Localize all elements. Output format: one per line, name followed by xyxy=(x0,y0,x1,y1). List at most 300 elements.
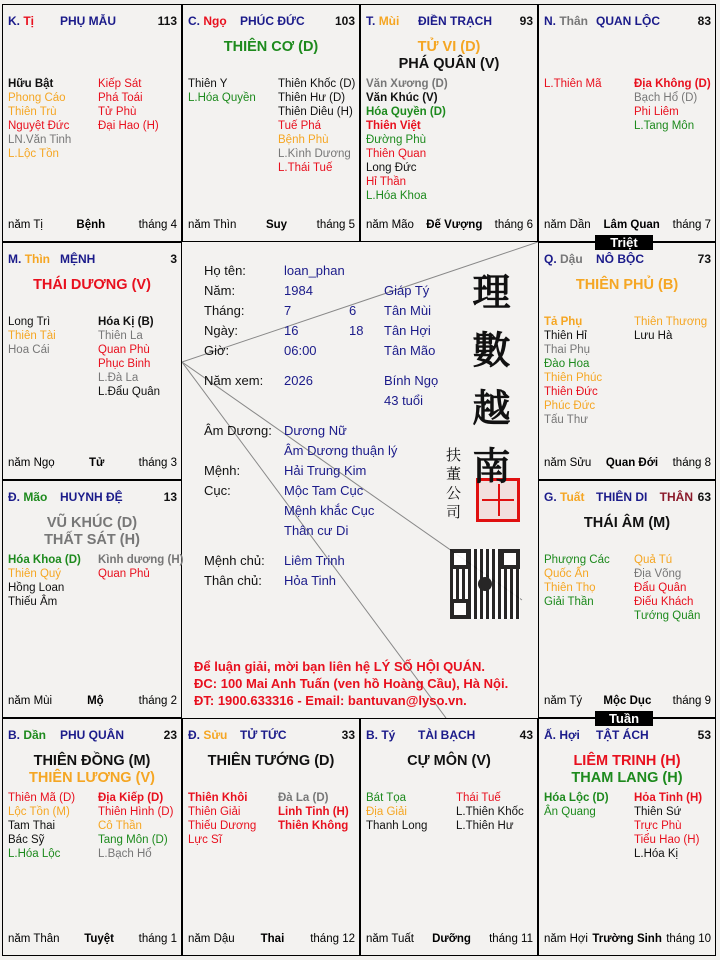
star-item: Hồng Loan xyxy=(8,582,65,594)
star-item: Lực Sĩ xyxy=(188,834,222,846)
year-value: 1984 xyxy=(284,283,313,298)
star-item: L.Thiên Hư xyxy=(456,820,514,832)
star-item: Thiên Diêu (H) xyxy=(278,106,353,118)
palace-branch xyxy=(8,252,50,266)
palace-footer xyxy=(544,457,711,471)
branch-prefix: Đ. xyxy=(188,728,200,742)
star-item: Hóa Lộc (D) xyxy=(544,792,609,804)
palace-age-number: 3 xyxy=(170,252,177,266)
branch-prefix: B. xyxy=(366,728,378,742)
branch-name: Sửu xyxy=(203,728,228,742)
monthly-label: tháng 1 xyxy=(138,933,177,945)
star-column-left xyxy=(544,791,609,819)
palace-header xyxy=(366,14,533,30)
palace-age-number: 13 xyxy=(163,490,177,504)
life-stage: Thai xyxy=(260,933,285,945)
palace-branch xyxy=(188,728,227,742)
star-column-left xyxy=(8,315,56,357)
main-stars xyxy=(539,753,715,787)
star-column-right xyxy=(98,77,159,133)
branch-name: Dần xyxy=(23,728,47,742)
palace-footer xyxy=(366,933,533,947)
palace-cell[interactable] xyxy=(538,4,716,242)
life-stage: Mộ xyxy=(87,695,104,707)
palace-age-number: 93 xyxy=(519,14,533,28)
star-item: Thiếu Dương xyxy=(188,820,257,832)
palace-cell[interactable] xyxy=(2,718,182,956)
palace-header xyxy=(188,728,355,744)
monthly-label: tháng 8 xyxy=(672,457,711,469)
main-star: VŨ KHÚC (D) xyxy=(46,515,138,531)
life-stage: Tuyệt xyxy=(84,933,115,945)
main-stars xyxy=(183,753,359,770)
palace-header xyxy=(544,728,711,744)
palace-header xyxy=(366,728,533,744)
monthly-label: tháng 9 xyxy=(672,695,711,707)
palace-header xyxy=(8,14,177,30)
main-star: PHÁ QUÂN (V) xyxy=(398,56,500,72)
than-marker: THÂN xyxy=(659,490,693,504)
life-stage: Quan Đới xyxy=(605,457,659,469)
star-item: Phi Liêm xyxy=(634,106,679,118)
star-item: Thiên Việt xyxy=(366,120,421,132)
yearly-label: năm Mão xyxy=(366,219,414,231)
life-stage: Trường Sinh xyxy=(592,933,662,945)
star-item: Thiên Tài xyxy=(8,330,56,342)
yearly-label: năm Mùi xyxy=(8,695,53,707)
star-item: Thiên Mã (D) xyxy=(8,792,76,804)
star-item: Thiên Hỉ xyxy=(544,330,587,342)
main-star: THẤT SÁT (H) xyxy=(44,532,140,548)
star-item: Quốc Ấn xyxy=(544,568,589,580)
am-duong-note: Âm Dương thuận lý xyxy=(284,443,398,458)
calligraphy-small-text: 扶董公司 xyxy=(444,447,462,523)
star-item: Hóa Quyền (D) xyxy=(366,106,446,118)
life-stage: Dưỡng xyxy=(432,933,471,945)
star-item: Quan Phủ xyxy=(98,568,150,580)
star-item: L.Bạch Hổ xyxy=(98,848,152,860)
palace-cell[interactable] xyxy=(182,4,360,242)
main-star: THAM LANG (H) xyxy=(571,770,683,786)
palace-cell[interactable] xyxy=(360,718,538,956)
star-item: Đẩu Quân xyxy=(634,582,687,594)
star-item: Thái Tuế xyxy=(456,792,501,804)
day-solar: 16 xyxy=(284,323,299,338)
yearly-label: năm Tý xyxy=(544,695,583,707)
star-column-left xyxy=(8,553,81,609)
star-item: Giải Thần xyxy=(544,596,594,608)
star-item: L.Lộc Tồn xyxy=(8,148,59,160)
cuc-value: Mộc Tam Cục xyxy=(284,483,364,498)
life-stage: Mộc Dục xyxy=(603,695,652,707)
palace-header xyxy=(188,14,355,30)
star-item: Tướng Quân xyxy=(634,610,701,622)
star-item: Đường Phù xyxy=(366,134,426,146)
palace-name: PHU QUÂN xyxy=(60,728,125,742)
label-day: Ngày: xyxy=(204,323,238,338)
star-item: Thanh Long xyxy=(366,820,428,832)
palace-cell[interactable] xyxy=(538,718,716,956)
label-name: Họ tên: xyxy=(204,263,246,278)
star-item: Thiên Quan xyxy=(366,148,427,160)
star-item: Điếu Khách xyxy=(634,596,694,608)
name-value: loan_phan xyxy=(284,263,345,278)
palace-name: HUYNH ĐỆ xyxy=(60,490,123,504)
palace-age-number: 83 xyxy=(697,14,711,28)
star-item: Địa Giải xyxy=(366,806,407,818)
star-item: L.Hóa Lộc xyxy=(8,848,61,860)
palace-header xyxy=(8,252,177,268)
star-column-left xyxy=(544,553,610,609)
contact-line-1: Để luận giải, mời bạn liên hệ LÝ SỐ HỘI QUÁN. xyxy=(194,659,485,674)
palace-footer xyxy=(8,219,177,233)
star-item: Hóa Khoa (D) xyxy=(8,554,81,566)
star-item: Thiên Phúc xyxy=(544,372,603,384)
palace-name: QUAN LỘC xyxy=(596,14,660,28)
branch-name: Ngọ xyxy=(203,14,227,28)
main-star: THÁI ÂM (M) xyxy=(583,515,671,531)
star-item: L.Đà La xyxy=(98,372,139,384)
yearly-label: năm Tị xyxy=(8,219,43,231)
monthly-label: tháng 3 xyxy=(138,457,177,469)
branch-prefix: C. xyxy=(188,14,200,28)
view-year-can-chi: Bính Ngọ xyxy=(384,373,439,388)
palace-name: TÀI BẠCH xyxy=(418,728,476,742)
star-item: L.Đẩu Quân xyxy=(98,386,161,398)
star-column-left xyxy=(8,791,75,861)
branch-prefix: N. xyxy=(544,14,556,28)
branch-name: Mùi xyxy=(378,14,400,28)
star-item: L.Hóa Quyền xyxy=(188,92,256,104)
star-item: LN.Văn Tinh xyxy=(8,134,72,146)
palace-footer xyxy=(8,457,177,471)
star-item: Ân Quang xyxy=(544,806,596,818)
cuc-note-1: Mệnh khắc Cục xyxy=(284,503,375,518)
palace-branch xyxy=(544,728,580,742)
branch-prefix: T. xyxy=(366,14,376,28)
palace-name: TẬT ÁCH xyxy=(596,728,649,742)
star-item: Tấu Thư xyxy=(544,414,588,426)
palace-footer xyxy=(8,695,177,709)
branch-name: Mão xyxy=(23,490,48,504)
palace-branch xyxy=(8,14,34,28)
star-item: Tuế Phá xyxy=(278,120,322,132)
life-stage: Lâm Quan xyxy=(603,219,660,231)
main-stars xyxy=(539,277,715,294)
view-year-value: 2026 xyxy=(284,373,313,388)
star-column-right xyxy=(634,553,700,623)
main-star: THIÊN ĐỒNG (M) xyxy=(33,753,151,769)
yearly-label: năm Tuất xyxy=(366,933,414,945)
yearly-label: năm Ngọ xyxy=(8,457,55,469)
palace-header xyxy=(8,490,177,506)
star-column-left xyxy=(188,791,256,847)
main-star: THIÊN CƠ (D) xyxy=(223,39,319,55)
palace-age-number: 43 xyxy=(519,728,533,742)
palace-header xyxy=(544,14,711,30)
star-item: Quan Phù xyxy=(98,344,150,356)
star-column-left xyxy=(188,77,256,105)
star-item: Đà La (D) xyxy=(278,792,329,804)
yearly-label: năm Sửu xyxy=(544,457,592,469)
palace-cell[interactable] xyxy=(360,4,538,242)
star-item: Tiểu Hao (H) xyxy=(634,834,700,846)
main-star: LIÊM TRINH (H) xyxy=(573,753,681,769)
star-item: Hóa Kị (B) xyxy=(98,316,154,328)
palace-cell[interactable] xyxy=(538,480,716,718)
star-item: Phục Binh xyxy=(98,358,151,370)
palace-age-number: 53 xyxy=(697,728,711,742)
star-column-right xyxy=(278,77,355,175)
star-item: Trực Phù xyxy=(634,820,682,832)
star-item: Nguyệt Đức xyxy=(8,120,70,132)
star-item: Hỏa Tinh (H) xyxy=(634,792,703,804)
yearly-label: năm Thân xyxy=(8,933,60,945)
branch-prefix: Q. xyxy=(544,252,557,266)
palace-footer xyxy=(188,219,355,233)
palace-age-number: 23 xyxy=(163,728,177,742)
palace-name: PHỤ MẪU xyxy=(60,14,116,28)
star-column-right xyxy=(98,315,160,399)
palace-header xyxy=(8,728,177,744)
star-item: Thiên La xyxy=(98,330,143,342)
year-can-chi: Giáp Tý xyxy=(384,283,430,298)
palace-footer xyxy=(8,933,177,947)
star-item: L.Hóa Kị xyxy=(634,848,679,860)
age-value: 43 tuổi xyxy=(384,393,424,408)
main-star: THÁI DƯƠNG (V) xyxy=(33,277,151,293)
hour-value: 06:00 xyxy=(284,343,317,358)
star-item: Phượng Các xyxy=(544,554,610,566)
branch-name: Tuất xyxy=(560,490,585,504)
palace-age-number: 103 xyxy=(334,14,355,28)
star-item: Thiên Khôi xyxy=(188,792,248,804)
am-duong-value: Dương Nữ xyxy=(284,423,347,438)
star-item: Thiên Quý xyxy=(8,568,62,580)
star-column-left xyxy=(366,791,427,833)
yearly-label: năm Dần xyxy=(544,219,591,231)
palace-cell[interactable] xyxy=(2,4,182,242)
palace-name: NÔ BỘC xyxy=(596,252,644,266)
palace-header xyxy=(544,490,711,506)
main-stars xyxy=(183,39,359,56)
palace-name: PHÚC ĐỨC xyxy=(240,14,305,28)
branch-prefix: G. xyxy=(544,490,557,504)
palace-branch xyxy=(8,490,47,504)
palace-name: MỆNH xyxy=(60,252,96,266)
than-chu-value: Hỏa Tinh xyxy=(284,573,337,588)
star-item: Tang Môn (D) xyxy=(98,834,168,846)
branch-name: Thìn xyxy=(24,252,51,266)
star-item: Bạch Hổ (D) xyxy=(634,92,698,104)
palace-branch xyxy=(544,490,584,504)
star-item: L.Kình Dương xyxy=(278,148,351,160)
label-menh: Mệnh: xyxy=(204,463,241,478)
star-column-right xyxy=(634,791,702,861)
main-stars xyxy=(539,515,715,532)
main-stars xyxy=(3,277,181,294)
palace-name: THIÊN DI xyxy=(596,490,648,504)
star-item: Tử Phù xyxy=(98,106,137,118)
star-item: L.Thiên Khốc xyxy=(456,806,524,818)
main-stars xyxy=(3,753,181,787)
life-stage: Bệnh xyxy=(76,219,106,231)
star-column-right xyxy=(456,791,524,833)
palace-footer xyxy=(544,933,711,947)
star-item: Bệnh Phù xyxy=(278,134,329,146)
star-item: Tả Phụ xyxy=(544,316,583,328)
star-item: Thiên Khốc (D) xyxy=(278,78,356,90)
main-stars xyxy=(3,515,181,549)
branch-name: Thân xyxy=(559,14,589,28)
star-item: L.Tang Môn xyxy=(634,120,695,132)
month-can-chi: Tân Mùi xyxy=(384,303,431,318)
main-stars xyxy=(361,753,537,770)
star-column-left xyxy=(8,77,71,161)
star-item: Địa Kiếp (D) xyxy=(98,792,164,804)
life-stage: Suy xyxy=(265,219,288,231)
monthly-label: tháng 4 xyxy=(138,219,177,231)
star-item: Long Trì xyxy=(8,316,51,328)
star-item: Thiên Trù xyxy=(8,106,57,118)
star-item: Địa Võng xyxy=(634,568,682,580)
palace-branch xyxy=(188,14,227,28)
palace-name: TỬ TỨC xyxy=(240,728,287,742)
branch-name: Tý xyxy=(381,728,396,742)
star-item: Bát Tọa xyxy=(366,792,407,804)
star-item: Kình dương (H) xyxy=(98,554,184,566)
star-item: Thiên Không xyxy=(278,820,349,832)
branch-prefix: M. xyxy=(8,252,22,266)
star-item: Văn Xương (D) xyxy=(366,78,448,90)
star-column-right xyxy=(98,553,183,581)
star-item: Thiên Giải xyxy=(188,806,241,818)
label-month: Tháng: xyxy=(204,303,245,318)
tuan-tag: Tuần xyxy=(595,711,653,726)
palace-branch xyxy=(366,14,399,28)
contact-phone-email: ĐT: 1900.633316 - Email: bantuvan@lyso.vn. xyxy=(194,693,467,708)
palace-cell[interactable] xyxy=(182,718,360,956)
monthly-label: tháng 7 xyxy=(672,219,711,231)
star-column-left xyxy=(544,315,602,427)
palace-age-number: 113 xyxy=(157,14,177,28)
triet-tag: Triệt xyxy=(595,235,653,250)
label-am-duong: Âm Dương: xyxy=(204,423,272,438)
palace-cell[interactable] xyxy=(538,242,716,480)
star-item: Phúc Đức xyxy=(544,400,596,412)
star-item: Phong Cáo xyxy=(8,92,66,104)
star-column-right xyxy=(98,791,173,861)
main-star: TỬ VI (D) xyxy=(417,39,481,55)
star-item: Thiên Sứ xyxy=(634,806,682,818)
main-stars xyxy=(361,39,537,73)
monthly-label: tháng 11 xyxy=(489,933,533,945)
monthly-label: tháng 2 xyxy=(138,695,177,707)
star-column-right xyxy=(634,315,707,343)
month-lunar: 6 xyxy=(349,303,357,318)
star-item: Lộc Tồn (M) xyxy=(8,806,70,818)
star-item: Tam Thai xyxy=(8,820,56,832)
label-menh-chu: Mệnh chủ: xyxy=(204,553,265,568)
palace-name: ĐIỀN TRẠCH xyxy=(418,14,492,28)
star-item: Lưu Hà xyxy=(634,330,673,342)
monthly-label: tháng 6 xyxy=(494,219,533,231)
star-column-right xyxy=(278,791,349,833)
palace-footer xyxy=(544,219,711,233)
star-column-right xyxy=(634,77,711,133)
palace-branch xyxy=(8,728,46,742)
menh-chu-value: Liêm Trinh xyxy=(284,553,345,568)
star-column-left xyxy=(366,77,448,203)
palace-cell[interactable] xyxy=(2,480,182,718)
palace-age-number: 63 xyxy=(697,490,711,504)
branch-prefix: K. xyxy=(8,14,20,28)
month-solar: 7 xyxy=(284,303,292,318)
qr-code-icon xyxy=(450,549,520,619)
monthly-label: tháng 10 xyxy=(666,933,711,945)
star-item: Phá Toái xyxy=(98,92,143,104)
hour-can-chi: Tân Mão xyxy=(384,343,436,358)
star-column-left xyxy=(544,77,602,91)
palace-branch xyxy=(544,252,583,266)
palace-footer xyxy=(188,933,355,947)
star-item: Thiên Thương xyxy=(634,316,708,328)
branch-name: Dậu xyxy=(560,252,583,266)
star-item: L.Thái Tuế xyxy=(278,162,333,174)
star-item: Hữu Bật xyxy=(8,78,54,90)
star-item: L.Hóa Khoa xyxy=(366,190,427,202)
palace-branch xyxy=(366,728,395,742)
label-cuc: Cục: xyxy=(204,483,231,498)
palace-cell[interactable] xyxy=(2,242,182,480)
star-item: Long Đức xyxy=(366,162,417,174)
main-star: THIÊN PHỦ (B) xyxy=(575,277,679,293)
branch-name: Tị xyxy=(23,14,35,28)
star-item: Địa Không (D) xyxy=(634,78,711,90)
life-stage: Tử xyxy=(88,457,105,469)
star-item: Thai Phụ xyxy=(544,344,591,356)
day-can-chi: Tân Hợi xyxy=(384,323,431,338)
star-item: Thiên Thọ xyxy=(544,582,596,594)
star-item: Thiên Đức xyxy=(544,386,598,398)
branch-prefix: Đ. xyxy=(8,490,20,504)
star-item: Hoa Cái xyxy=(8,344,50,356)
main-star: CỰ MÔN (V) xyxy=(407,753,491,769)
yearly-label: năm Hợi xyxy=(544,933,588,945)
cuc-note-2: Thân cư Di xyxy=(284,523,349,538)
monthly-label: tháng 12 xyxy=(310,933,355,945)
yearly-label: năm Dậu xyxy=(188,933,235,945)
menh-value: Hải Trung Kim xyxy=(284,463,367,478)
star-item: L.Thiên Mã xyxy=(544,78,602,90)
calligraphy-logo: 理數越南 xyxy=(466,272,511,504)
main-star: THIÊN LƯƠNG (V) xyxy=(29,770,155,786)
center-info-panel xyxy=(182,242,538,718)
label-view-year: Năm xem: xyxy=(204,373,264,388)
contact-address: ĐC: 100 Mai Anh Tuấn (ven hồ Hoàng Cầu), Hà Nội. xyxy=(194,676,509,691)
star-item: Thiếu Âm xyxy=(8,596,58,608)
star-item: Đào Hoa xyxy=(544,358,590,370)
palace-header xyxy=(544,252,711,268)
palace-branch xyxy=(544,14,588,28)
main-star: THIÊN TƯỚNG (D) xyxy=(207,753,335,769)
star-item: Kiếp Sát xyxy=(98,78,142,90)
monthly-label: tháng 5 xyxy=(316,219,355,231)
star-item: Văn Khúc (V) xyxy=(366,92,438,104)
branch-prefix: B. xyxy=(8,728,20,742)
star-item: Đại Hao (H) xyxy=(98,120,159,132)
star-item: Linh Tinh (H) xyxy=(278,806,349,818)
